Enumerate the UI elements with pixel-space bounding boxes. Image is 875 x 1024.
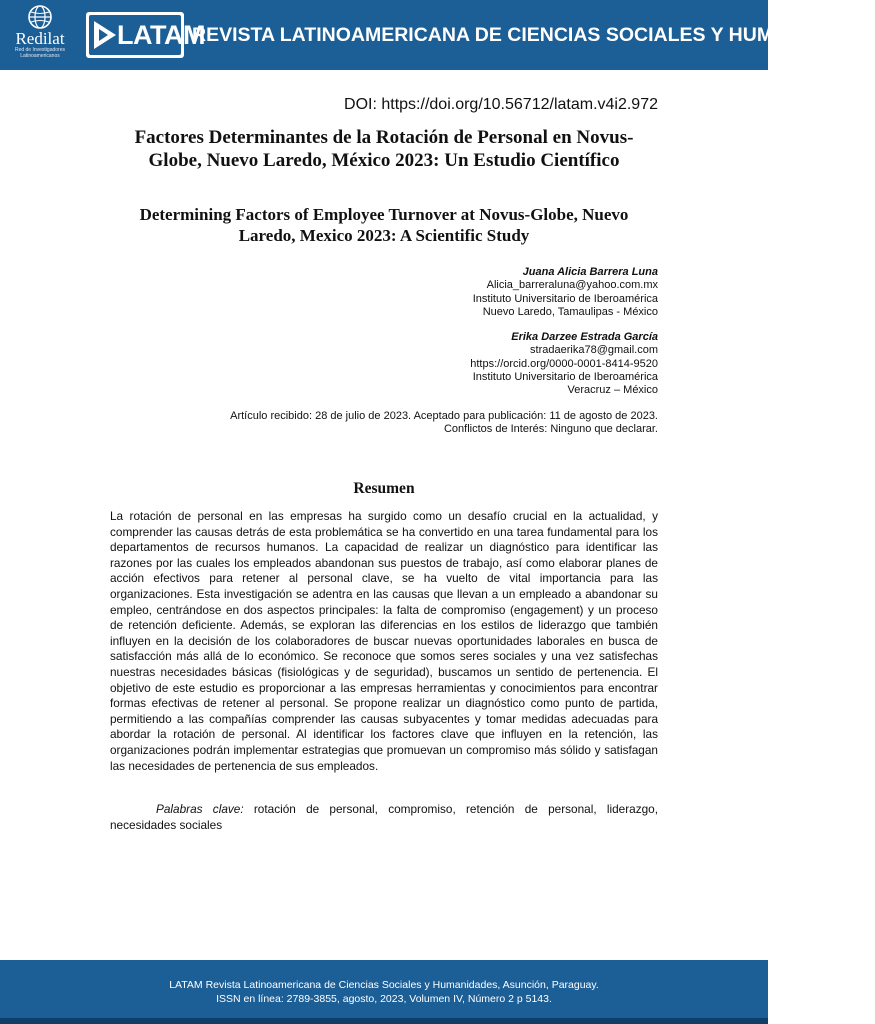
author-name: Juana Alicia Barrera Luna bbox=[522, 266, 658, 278]
abstract-heading: Resumen bbox=[353, 480, 415, 497]
author-institution: Instituto Universitario de Iberoamérica bbox=[472, 370, 658, 383]
footer-issn-line: ISSN en línea: 2789-3855, agosto, 2023, Volumen IV, Número 2 p 5143. bbox=[216, 993, 552, 1005]
conflicts-of-interest: Conflictos de Interés: Ninguno que declarar. bbox=[443, 423, 658, 436]
author-block-1 bbox=[298, 266, 658, 319]
author-name: Erika Darzee Estrada García bbox=[511, 331, 658, 343]
keywords bbox=[110, 802, 658, 833]
doi-link[interactable]: DOI: https://doi.org/10.56712/latam.v4i2.972 bbox=[344, 96, 658, 113]
received-accepted-dates: Artículo recibido: 28 de julio de 2023. Aceptado para publicación: 11 de agosto de 2023. bbox=[230, 410, 658, 422]
globe-icon bbox=[27, 4, 53, 30]
article-dates bbox=[138, 410, 658, 437]
journal-header bbox=[0, 0, 875, 70]
author-orcid-link[interactable]: https://orcid.org/0000-0001-8414-9520 bbox=[470, 357, 658, 370]
article-title-spanish: Factores Determinantes de la Rotación de Personal en Novus-Globe, Nuevo Laredo, México 2023: Un Estudio Científico bbox=[134, 127, 634, 171]
redilat-logo bbox=[8, 4, 72, 66]
author-email[interactable]: Alicia_barreraluna@yahoo.com.mx bbox=[486, 279, 658, 292]
author-location: Veracruz – México bbox=[567, 384, 658, 397]
article-title-english: Determining Factors of Employee Turnover at Novus-Globe, Nuevo Laredo, Mexico 2023: A Scientific Study bbox=[139, 205, 629, 245]
redilat-subtitle-1: Red de Investigadores bbox=[14, 47, 66, 53]
redilat-subtitle-2: Latinoamericanos bbox=[20, 53, 60, 59]
play-icon bbox=[92, 19, 120, 51]
footer-edge bbox=[0, 1018, 768, 1024]
latam-logo-text: LATAM bbox=[117, 20, 205, 50]
abstract-body: La rotación de personal en las empresas ha surgido como un desafío crucial en la actualidad, y comprender las causas detrás de esta problemática se ha convertido en una tarea fundamental para los departamentos de recursos humanos. La capacidad de realizar un diagnóstico para identificar las razones por las cuales los empleados abandonan sus puestos de trabajo, así como elaborar planes de acción efectivos para retener al personal clave, se ha vuelto de vital importancia para las organizaciones. Esta investigación se adentra en las causas que llevan a un empleado a abandonar su empleo, centrándose en dos aspectos principales: la falta de compromiso (engagement) y un proceso de retención deficiente. Además, se exploran las diferencias en los estilos de liderazgo que también influyen en la decisión de los colaboradores de buscar nuevas oportunidades laborales en busca de satisfacción más allá de lo económico. Se reconoce que somos seres sociales y una vez satisfechas nuestras necesidades básicas (fisiológicas y de seguridad), buscamos un sentido de pertenencia. El objetivo de este estudio es proporcionar a las empresas herramientas y conocimientos para encontrar formas efectivas de retener al personal. Se propone realizar un diagnóstico como punto de partida, permitiendo a las compañías comprender las causas subyacentes y tomar medidas adecuadas para abordar la rotación de personal. Al identificar los factores clave que influyen en la retención, las organizaciones podrán implementar estrategias que promuevan un compromiso más sólido y satisfagan las necesidades de pertenencia de sus empleados. bbox=[110, 509, 658, 773]
keywords-label: Palabras clave: bbox=[156, 802, 244, 816]
author-location: Nuevo Laredo, Tamaulipas - México bbox=[482, 305, 658, 318]
keywords-list: rotación de personal, compromiso, retención de personal, liderazgo, necesidades sociales bbox=[110, 802, 658, 832]
footer-journal-line: LATAM Revista Latinoamericana de Ciencias Sociales y Humanidades, Asunción, Paraguay. bbox=[169, 979, 599, 991]
journal-title: REVISTA LATINOAMERICANA DE CIENCIAS SOCIALES Y HUMANIDADES bbox=[192, 24, 875, 46]
author-institution: Instituto Universitario de Iberoamérica bbox=[472, 292, 658, 305]
journal-footer bbox=[0, 960, 768, 1018]
author-email[interactable]: stradaerika78@gmail.com bbox=[530, 344, 658, 357]
redilat-name: Redilat bbox=[15, 29, 65, 48]
author-block-2 bbox=[298, 331, 658, 397]
latam-logo bbox=[86, 12, 205, 58]
